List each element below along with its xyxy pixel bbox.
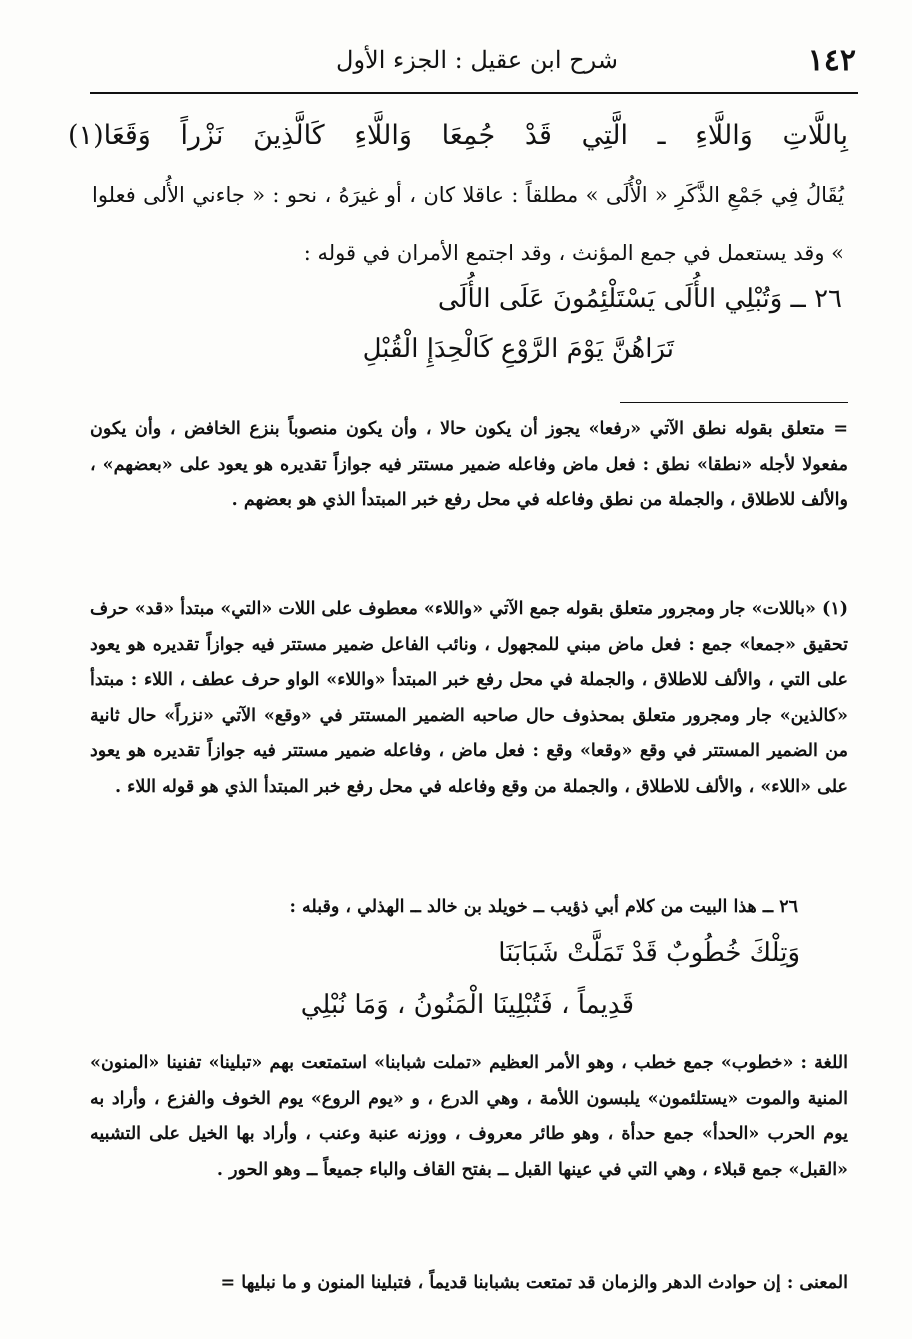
example-verse-line-2: تَرَاهُنَّ يَوْمَ الرَّوْعِ كَالْحِدَإِ الْقُبْلِ — [362, 334, 674, 364]
footnote-separator — [620, 402, 848, 403]
footnote-26-intro — [90, 890, 848, 926]
footnote-maana — [90, 1266, 848, 1302]
lugha-text: اللغة : «خطوب» جمع خطب ، وهو الأمر العظيم «تملت شبابنا» استمتعت بهم «تبلينا» تفنينا «المنون» المنية والموت «يستلئمون» يلبسون اللأمة ، وهي الدرع ، و «يوم الروع» يوم الخوف والفزع ، وأراد به يوم الحرب «الحدأ» جمع حدأة ، وهو طائر معروف ، ووزنه عنبة وعنب ، وأراد بها الخيل على التشبيه «القبل» جمع قبلاء ، وهي التي في عينها القبل ــ بفتح القاف والباء جميعاً ــ وهو الحور . — [90, 1053, 848, 1180]
footnote-1 — [90, 592, 848, 805]
page-header — [96, 40, 856, 80]
maana-text: المعنى : إن حوادث الدهر والزمان قد تمتعت بشبابنا قديماً ، فتبلينا المنون و ما نبليها = — [220, 1273, 848, 1293]
footnote-1-text: (١) «باللات» جار ومجرور متعلق بقوله جمع الآتي «واللاء» معطوف على اللات «التي» مبتدأ «قد» حرف تحقيق «جمعا» جمع : فعل ماض مبني للمجهول ، ونائب الفاعل ضمير مستتر فيه جوازاً تقديره هو يعود على التي ، والألف للاطلاق ، والجملة في محل رفع خبر المبتدأ «واللاء» الواو حرف عطف ، اللاء : مبتدأ «كالذين» جار ومجرور متعلق بمحذوف حال صاحبه الضمير المستتر في «وقع» الآتي «نزراً» حال ثانية من الضمير المستتر في وقع «وقعا» وقع : فعل ماض ، وفاعله ضمير مستتر فيه جوازاً تقديره هو يعود على «اللاء» ، والألف للاطلاق ، والجملة من وقع وفاعله في محل رفع خبر المبتدأ الذي هو قوله اللاء . — [90, 599, 848, 797]
footnote-26-intro-text: ٢٦ ــ هذا البيت من كلام أبي ذؤيب ــ خويلد بن خالد ــ الهذلي ، وقبله : — [289, 897, 798, 917]
quoted-poem-line-2: قَدِيماً ، فَتُبْلِينَا الْمَنُونُ ، وَمَا نُبْلِي — [300, 990, 634, 1020]
quoted-poem-line-1: وَتِلْكَ خُطُوبٌ قَدْ تَمَلَّتْ شَبَابَنَا — [498, 938, 800, 968]
body-paragraph: يُقَالُ فِي جَمْعِ الذَّكَرِ « الْأُلَى » مطلقاً : عاقلا كان ، أو غيرَهُ ، نحو : « جاءني الأُلى فعلوا » وقد يستعمل في جمع المؤنث ، وقد اجتمع الأمران في قوله : — [92, 183, 844, 265]
running-title: شرح ابن عقيل : الجزء الأول — [336, 46, 618, 74]
example-verse-line-1: ٢٦ ــ وَتُبْلِي الأُلَى يَسْتَلْئِمُونَ عَلَى الأُلَى — [437, 284, 842, 314]
footnote-lugha — [90, 1046, 848, 1188]
footnote-continuation-text: = متعلق بقوله نطق الآتي «رفعا» يجوز أن يكون حالا ، وأن يكون منصوباً بنزع الخافض ، وأن يكون مفعولا لأجله «نطقا» نطق : فعل ماض وفاعله ضمير مستتر فيه جوازاً تقديره هو يعود على «بعضهم» ، والألف للاطلاق ، والجملة من نطق وفاعله في محل رفع خبر المبتدأ الذي هو بعضهم . — [90, 419, 848, 510]
header-rule — [90, 92, 858, 94]
page-number: ١٤٢ — [807, 42, 856, 78]
footnote-continuation — [90, 412, 848, 519]
alfiyya-verse: بِاللَّاتِ وَاللَّاءِ ـ الَّتِي قَدْ جُمِعَا وَاللَّاءِ كَالَّذِينَ نَزْراً وَقَعَا(١) — [68, 120, 848, 151]
